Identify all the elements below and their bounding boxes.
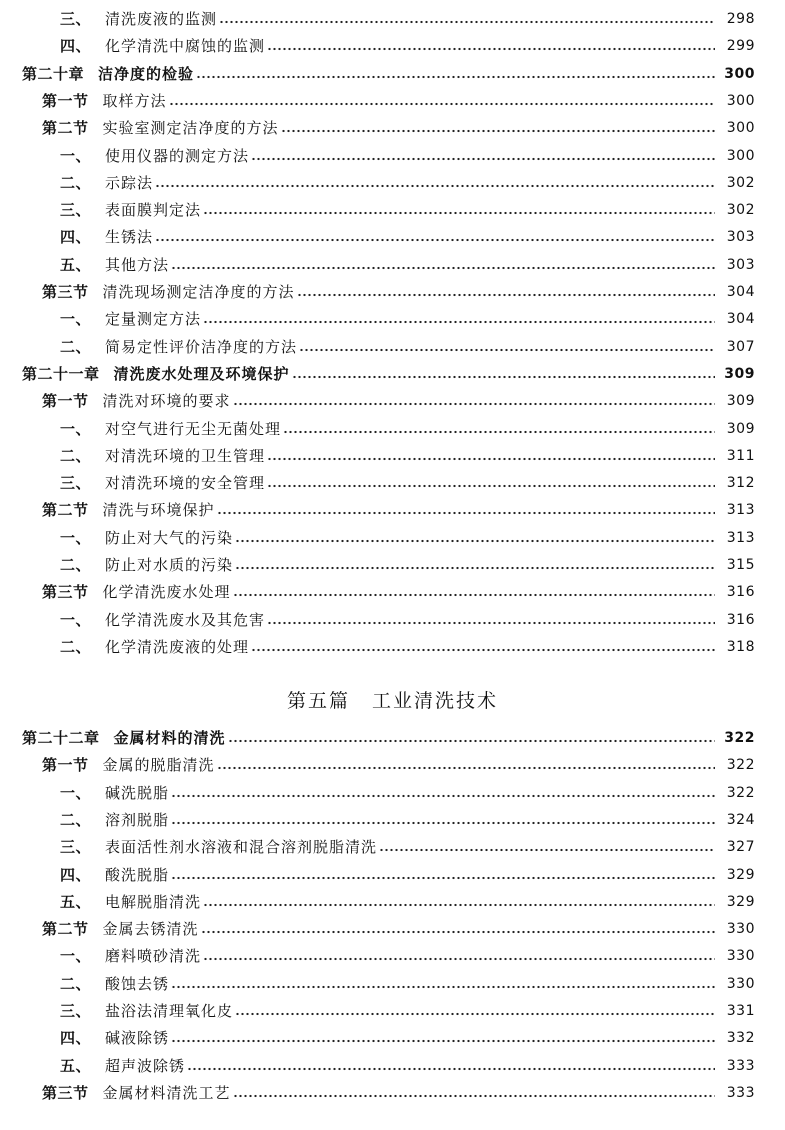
toc-entry-page: 333 [726,1084,755,1101]
toc-entry-page: 316 [726,611,755,628]
dot-leader [233,402,715,406]
toc-entry-number: 二、 [60,810,92,829]
toc-entry-section [42,498,755,522]
toc-entry-page: 299 [726,38,755,55]
toc-entry-page: 324 [726,811,755,828]
toc-entry-number: 第一节 [42,392,89,411]
toc-entry-number: 第二十二章 [22,729,100,747]
toc-entry-item [60,7,755,31]
toc-entry-label [60,1054,185,1078]
toc-entry-number: 第二十章 [22,64,85,83]
toc-entry-title: 示踪法 [105,173,154,192]
toc-entry-page: 304 [726,284,755,300]
toc-entry-page: 303 [726,229,755,246]
toc-entry-page: 322 [726,784,755,801]
toc-entry-number: 四、 [60,1029,92,1048]
toc-entry-number: 三、 [60,10,92,28]
toc-entry-number: 一、 [60,310,92,329]
toc-entry-page: 329 [726,866,755,883]
dot-leader [217,766,715,770]
dot-leader [251,648,715,652]
toc-entry-title: 清洗废液的监测 [105,10,218,28]
toc-entry-title: 洁净度的检验 [98,64,195,83]
toc-entry-label [42,753,215,777]
toc-entry-number: 第三节 [42,1083,89,1102]
dot-leader [235,566,715,570]
dot-leader [169,102,715,106]
toc-entry-page: 309 [726,393,755,410]
toc-entry-title: 电解脱脂清洗 [105,892,202,911]
toc-entry-page: 330 [726,948,755,965]
dot-leader [235,1012,715,1016]
toc-entry-title: 金属去锈清洗 [102,920,199,939]
toc-entry-label [42,580,231,604]
toc-entry-label [60,781,169,805]
dot-leader [299,348,715,352]
toc-entry-page: 313 [726,502,755,519]
dot-leader [219,20,715,24]
toc-entry-title: 对空气进行无尘无菌处理 [105,419,282,438]
toc-entry-item [60,444,755,468]
toc-entry-label [60,1026,169,1050]
toc-entry-number: 五、 [60,255,92,274]
dot-leader [217,511,715,515]
toc-entry-title: 生锈法 [105,228,154,247]
toc-entry-title: 酸蚀去锈 [105,974,170,993]
toc-entry-title: 实验室测定洁净度的方法 [102,119,279,138]
toc-entry-number: 二、 [60,446,92,465]
dot-leader [187,1067,715,1071]
toc-entry-number: 第一节 [42,91,89,110]
toc-entry-item [60,225,755,249]
toc-entry-label [60,144,249,168]
toc-entry-label [22,362,290,386]
part-heading [0,686,785,713]
toc-entry-title: 使用仪器的测定方法 [105,146,250,165]
toc-entry-item [60,835,755,859]
toc-entry-section [42,917,755,941]
toc-entry-page: 322 [724,730,755,746]
toc-entry-item [60,863,755,887]
dot-leader [267,484,715,488]
toc-entry-item [60,34,755,58]
toc-entry-page: 307 [726,338,755,355]
toc-entry-label [60,635,249,659]
toc-entry-section [42,89,755,113]
toc-entry-label [42,498,215,522]
toc-entry-title: 清洗现场测定洁净度的方法 [102,283,295,301]
toc-entry-page: 322 [726,757,755,774]
toc-entry-label [60,225,153,249]
toc-entry-page: 300 [726,120,755,137]
toc-entry-item [60,890,755,914]
toc-entry-page: 332 [726,1030,755,1047]
toc-entry-title: 其他方法 [105,255,170,274]
dot-leader [297,293,715,297]
toc-entry-page: 318 [726,638,755,655]
toc-entry-number: 二、 [60,337,92,356]
toc-entry-title: 碱洗脱脂 [105,783,170,802]
toc-entry-label [42,917,199,941]
toc-entry-title: 超声波除锈 [105,1056,186,1075]
dot-leader [203,211,715,215]
toc-entry-label [42,89,167,113]
toc-entry-item [60,808,755,832]
toc-entry-item [60,972,755,996]
toc-entry-title: 化学清洗废液的处理 [105,637,250,656]
toc-entry-number: 第二节 [42,119,89,138]
dot-leader [196,75,715,79]
toc-entry-page: 313 [726,529,755,546]
toc-entry-label [42,116,279,140]
toc-entry-page: 316 [726,584,755,601]
dot-leader [155,184,715,188]
toc-entry-section [42,116,755,140]
toc-entry-item [60,417,755,441]
toc-entry-item [60,1026,755,1050]
toc-entry-label [60,171,153,195]
dot-leader [267,47,715,51]
toc-entry-item [60,171,755,195]
toc-entry-label [60,999,233,1023]
toc-entry-label [60,835,377,859]
toc-entry-title: 酸洗脱脂 [105,865,170,884]
toc-entry-item [60,944,755,968]
toc-entry-section [42,389,755,413]
toc-entry-page: 330 [726,975,755,992]
toc-entry-number: 第二节 [42,501,89,520]
toc-entry-item [60,635,755,659]
toc-entry-section [42,1081,755,1105]
toc-entry-section [42,580,755,604]
toc-entry-title: 对清洗环境的安全管理 [105,474,266,493]
toc-entry-label [60,198,201,222]
toc-entry-number: 第二十一章 [22,364,100,383]
dot-leader [292,375,715,379]
dot-leader [203,957,715,961]
toc-entry-page: 311 [726,447,755,464]
toc-entry-number: 三、 [60,1002,92,1020]
toc-entry-page: 302 [726,174,755,191]
toc-entry-page: 304 [726,311,755,328]
toc-entry-title: 磨料喷砂清洗 [105,947,202,966]
toc-entry-page: 309 [724,365,755,382]
dot-leader [267,457,715,461]
dot-leader [267,621,715,625]
toc-entry-page: 300 [724,65,755,82]
toc-entry-page: 331 [726,1003,755,1019]
toc-entry-number: 二、 [60,974,92,993]
part-title: 工业清洗技术 [372,690,499,712]
dot-leader [228,739,715,743]
toc-entry-label [60,863,169,887]
toc-entry-number: 第二节 [42,920,89,939]
dot-leader [171,794,715,798]
toc-entry-title: 定量测定方法 [105,310,202,329]
dot-leader [171,1039,715,1043]
toc-entry-label [60,7,217,31]
toc-entry-page: 302 [726,202,755,219]
dot-leader [171,876,715,880]
dot-leader [283,430,715,434]
toc-entry-page: 298 [726,11,755,27]
toc-entry-title: 防止对水质的污染 [105,556,234,574]
toc-entry-chapter [22,726,755,750]
toc-entry-item [60,999,755,1023]
toc-entry-chapter [22,62,755,86]
toc-entry-label [60,335,297,359]
toc-entry-title: 表面膜判定法 [105,201,202,220]
toc-entry-section [42,280,755,304]
toc-entry-item [60,198,755,222]
toc-entry-number: 一、 [60,610,92,629]
toc-entry-number: 一、 [60,419,92,438]
toc-entry-chapter [22,362,755,386]
toc-entry-title: 盐浴法清理氧化皮 [105,1002,234,1020]
toc-entry-label [60,972,169,996]
toc-entry-label [22,726,226,750]
toc-entry-title: 清洗废水处理及环境保护 [113,364,290,383]
toc-entry-page: 300 [726,92,755,109]
toc-entry-page: 330 [726,921,755,938]
toc-entry-page: 300 [726,147,755,164]
toc-entry-title: 化学清洗中腐蚀的监测 [105,37,266,56]
toc-entry-title: 取样方法 [102,91,167,110]
toc-entry-item [60,253,755,277]
toc-entry-label [60,944,201,968]
toc-entry-label [60,471,265,495]
toc-entry-label [60,34,265,58]
dot-leader [155,238,715,242]
toc-entry-item [60,307,755,331]
toc-entry-number: 二、 [60,556,92,574]
toc-entry-label [22,62,194,86]
toc-entry-number: 一、 [60,947,92,966]
dot-leader [171,821,715,825]
dot-leader [203,320,715,324]
toc-entry-label [60,526,233,550]
toc-entry-item [60,781,755,805]
toc-entry-label [60,890,201,914]
toc-entry-page: 327 [726,839,755,856]
dot-leader [379,848,715,852]
toc-entry-number: 一、 [60,528,92,547]
toc-entry-label [42,1081,231,1105]
toc-entry-section [42,753,755,777]
toc-entry-label [60,307,201,331]
toc-entry-number: 三、 [60,201,92,220]
toc-entry-label [60,553,233,577]
dot-leader [201,930,715,934]
toc-entry-title: 对清洗环境的卫生管理 [105,446,266,465]
toc-entry-title: 防止对大气的污染 [105,528,234,547]
toc-entry-page: 333 [726,1057,755,1074]
toc-entry-number: 五、 [60,892,92,911]
toc-entry-number: 第三节 [42,283,89,301]
toc-entry-title: 碱液除锈 [105,1029,170,1048]
toc-entry-title: 金属材料的清洗 [113,729,226,747]
toc-entry-number: 三、 [60,474,92,493]
dot-leader [233,1094,715,1098]
toc-entry-title: 化学清洗废水及其危害 [105,610,266,629]
toc-entry-page: 329 [726,893,755,910]
dot-leader [235,539,715,543]
toc-entry-number: 四、 [60,865,92,884]
toc-entry-item [60,526,755,550]
toc-entry-label [42,389,231,413]
toc-entry-label [60,808,169,832]
toc-entry-number: 四、 [60,37,92,56]
part-number: 第五篇 [286,690,350,712]
toc-entry-title: 表面活性剂水溶液和混合溶剂脱脂清洗 [105,838,378,857]
dot-leader [171,266,715,270]
dot-leader [233,593,715,597]
toc-entry-label [60,444,265,468]
toc-entry-title: 化学清洗废水处理 [102,583,231,602]
dot-leader [251,157,715,161]
toc-entry-number: 一、 [60,146,92,165]
toc-entry-title: 溶剂脱脂 [105,810,170,829]
toc-entry-title: 金属的脱脂清洗 [102,756,215,775]
toc-entry-number: 二、 [60,173,92,192]
toc-entry-title: 清洗对环境的要求 [102,392,231,411]
toc-entry-label [60,253,169,277]
toc-entry-number: 三、 [60,838,92,857]
toc-entry-item [60,144,755,168]
toc-entry-label [60,417,281,441]
toc-entry-label [60,608,265,632]
toc-entry-number: 五、 [60,1056,92,1075]
toc-entry-number: 二、 [60,637,92,656]
toc-entry-page: 303 [726,256,755,273]
toc-entry-title: 金属材料清洗工艺 [102,1083,231,1102]
dot-leader [281,129,715,133]
toc-entry-number: 一、 [60,783,92,802]
toc-entry-number: 第三节 [42,583,89,602]
toc-entry-page: 315 [726,557,755,573]
toc-entry-item [60,1054,755,1078]
toc-entry-number: 四、 [60,228,92,247]
dot-leader [203,903,715,907]
toc-entry-label [42,280,295,304]
toc-entry-title: 清洗与环境保护 [102,501,215,520]
toc-entry-number: 第一节 [42,756,89,775]
toc-entry-item [60,471,755,495]
toc-entry-page: 312 [726,475,755,492]
toc-entry-title: 简易定性评价洁净度的方法 [105,337,298,356]
dot-leader [171,985,715,989]
toc-entry-page: 309 [726,420,755,437]
toc-entry-item [60,335,755,359]
toc-entry-item [60,608,755,632]
toc-entry-item [60,553,755,577]
